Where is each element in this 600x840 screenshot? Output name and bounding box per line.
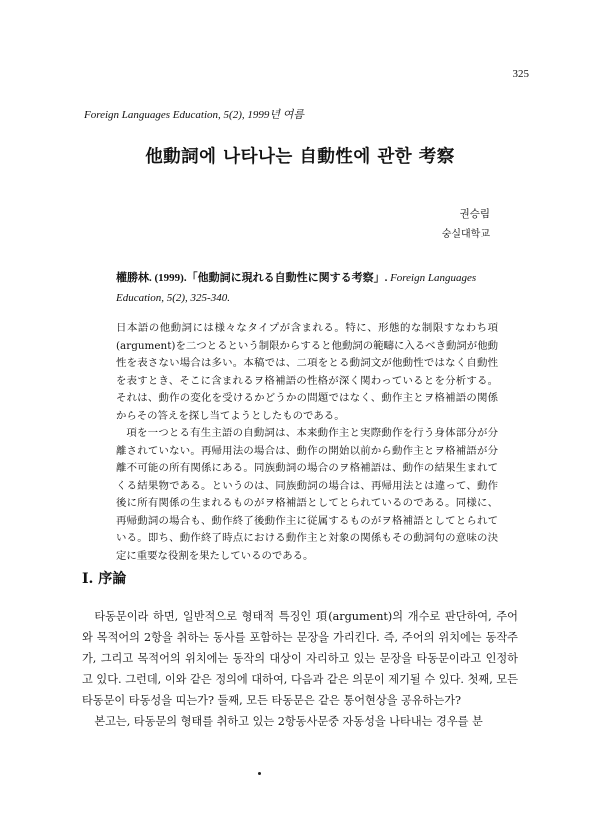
- citation: [116, 268, 498, 308]
- body-paragraph: 타동문이라 하면, 일반적으로 형태적 특징인 項(argument)의 개수로 판단하여, 주어와 목적어의 2항을 취하는 동사를 포함하는 문장을 가리킨다. 즉, 주어의 위치에는 동작주가, 그리고 목적어의 위치에는 동작의 대상이 자리하고 있는 문장을 타동문이라고 인정하고 있다. 그런데, 이와 같은 정의에 대하여, 다음과 같은 의문이 제기될 수 있다. 첫째, 모든 타동문이 타동성을 띠는가? 둘째, 모든 타동문은 같은 통어현상을 공유하는가?: [82, 610, 518, 707]
- abstract-paragraph: 日本語の他動詞には様々なタイプが含まれる。特に、形態的な制限すなわち項(argument)を二つとるという制限からすると他動詞の範疇に入るべき動詞が他動性を表さない場合は多い。本稿では、二項をとる動詞文が他動性ではなく自動性を表すとき、そこに含まれるヲ格補語の性格が深く関わっているとを分析する。それは、動作の変化を受けるかどうかの問題ではなく、動作主とヲ格補語の関係からその答えを探し当てようとしたものである。: [116, 322, 498, 422]
- citation-author-year: 權勝林. (1999).: [116, 272, 187, 284]
- citation-volume-pages: 5(2), 325-340.: [166, 292, 230, 304]
- body-text: [82, 606, 518, 732]
- section-heading: I. 序論: [82, 571, 127, 587]
- page-number: 325: [512, 68, 529, 80]
- citation-title: 「他動詞に現れる自動性に関する考察」.: [186, 272, 388, 284]
- author-affiliation: 숭실대학교: [441, 229, 490, 240]
- article-title: 他動詞에 나타나는 自動性에 관한 考察: [145, 147, 455, 167]
- body-paragraph: 본고는, 타동문의 형태를 취하고 있는 2항동사문중 자동성을 나타내는 경우를 분: [94, 715, 483, 728]
- abstract-paragraph: 項を一つとる有生主語の自動詞は、本来動作主と実際動作を行う身体部分が分離されていない。再帰用法の場合は、動作の開始以前から動作主とヲ格補語が分離不可能の所有関係にある。同族動詞の場合のヲ格補語は、動作の結果生まれてくる結果物である。というのは、同族動詞の場合は、再帰用法とは違って、動作後に所有関係の生まれるものがヲ格補語としてとられているのである。同様に、再帰動詞の場合も、動作終了後動作主に従属するものがヲ格補語としてとられている。即ち、動作終了時点における動作主と対象の関係もその動詞句の意味の決定に重要な役割を果たしているのである。: [116, 427, 498, 562]
- citation-journal: Foreign Languages Education,: [116, 272, 477, 304]
- abstract: [116, 320, 498, 565]
- author-name: 권승림: [459, 208, 490, 220]
- journal-reference: Foreign Languages Education, 5(2), 1999년 여름: [84, 109, 304, 121]
- scan-dot: [258, 772, 261, 775]
